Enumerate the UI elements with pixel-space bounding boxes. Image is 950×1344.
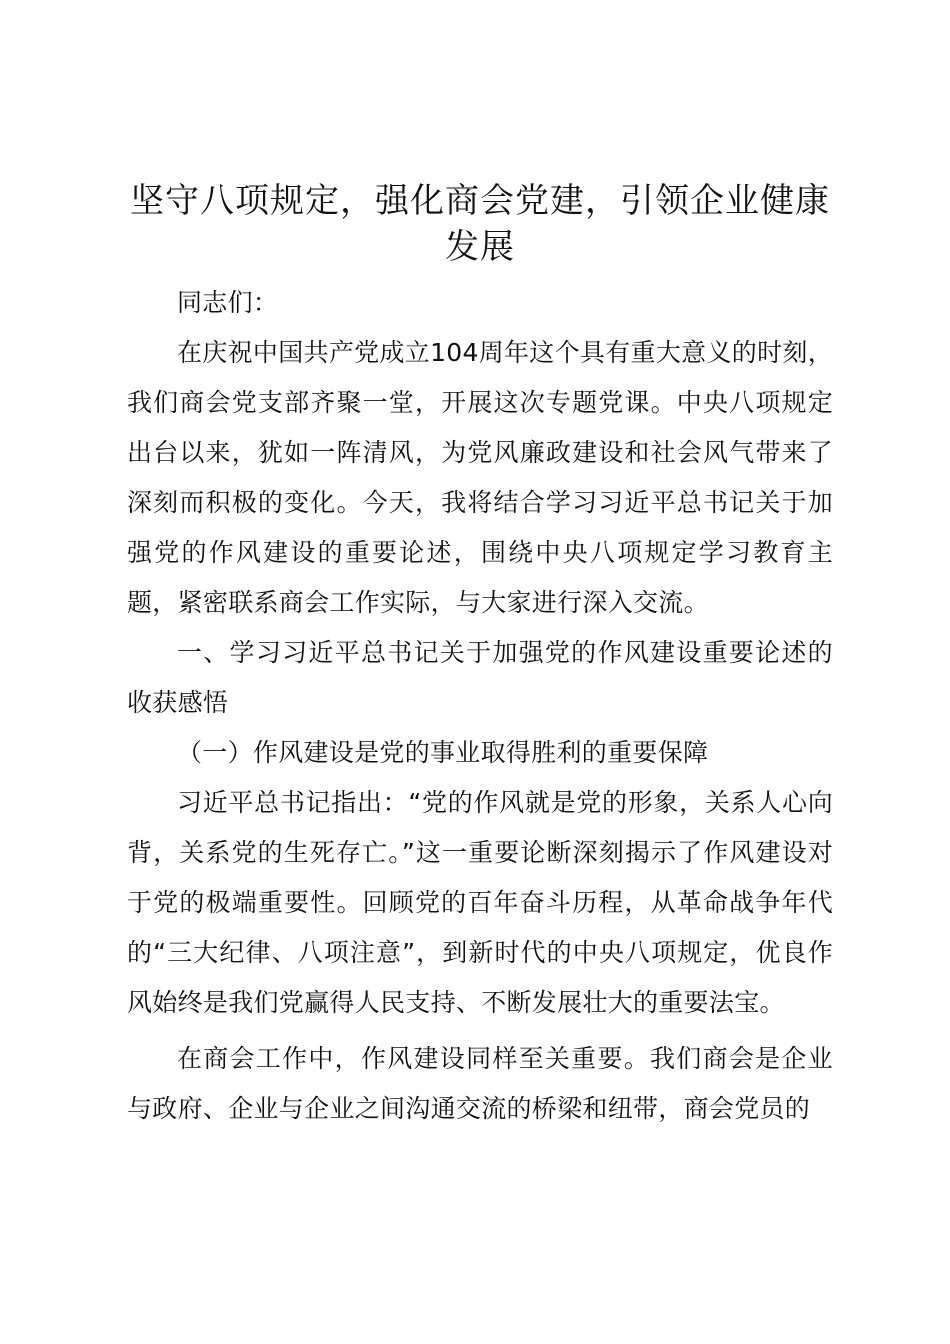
paragraph-chamber-work: 在商会工作中，作风建设同样至关重要。我们商会是企业与政府、企业与企业之间沟通交流的桥梁和纽带，商会党员的 [127, 1044, 833, 1123]
paragraph-intro: 在庆祝中国共产党成立104周年这个具有重大意义的时刻，我们商会党支部齐聚一堂，开展这次专题党课。中央八项规定出台以来，犹如一阵清风，为党风廉政建设和社会风气带来了深刻而积极的变化。今天，我将结合学习习近平总书记关于加强党的作风建设的重要论述，围绕中央八项规定学习教育主题，紧密联系商会工作实际，与大家进行深入交流。 [127, 338, 833, 617]
subsection-heading-1-1: （一）作风建设是党的事业取得胜利的重要保障 [177, 738, 709, 767]
title-line-2: 发展 [445, 227, 515, 267]
document-title [127, 178, 833, 270]
title-line-1: 坚守八项规定，强化商会党建，引领企业健康 [130, 181, 830, 221]
document-page [127, 178, 833, 1134]
salutation: 同志们： [177, 288, 279, 317]
paragraph-quote: 习近平总书记指出：“党的作风就是党的形象，关系人心向背，关系党的生死存亡。”这一重要论断深刻揭示了作风建设对于党的极端重要性。回顾党的百年奋斗历程，从革命战争年代的“三大纪律、八项注意”，到新时代的中央八项规定，优良作风始终是我们党赢得人民支持、不断发展壮大的重要法宝。 [127, 788, 833, 1017]
section-heading-1: 一、学习习近平总书记关于加强党的作风建设重要论述的收获感悟 [127, 638, 833, 717]
